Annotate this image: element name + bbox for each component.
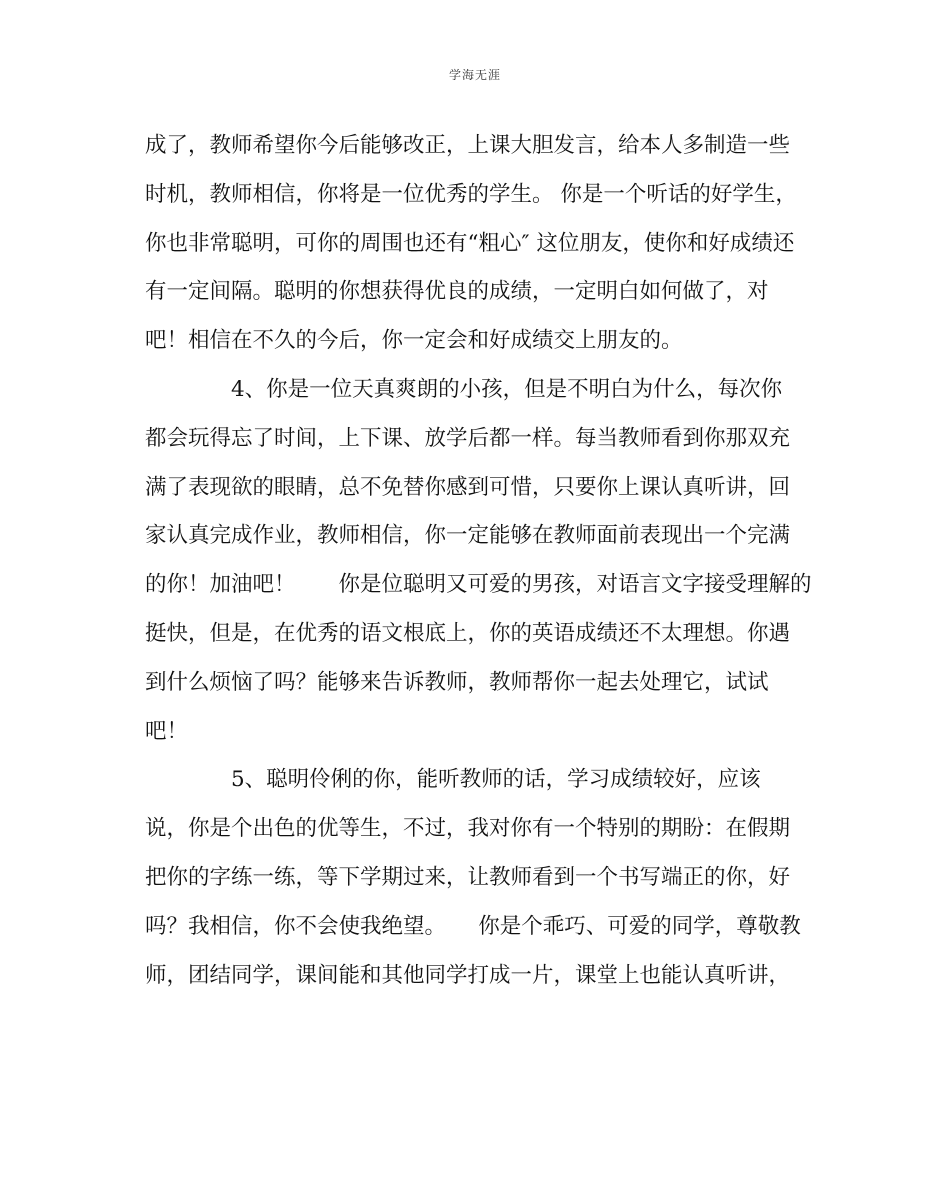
text-line: 说，你是个出色的优等生，不过，我对你有一个特别的期盼：在假期 [145,816,791,842]
text-line: 满了表现欲的眼睛，总不免替你感到可惜，只要你上课认真听讲，回 [145,474,791,500]
text-line: 都会玩得忘了时间，上下课、放学后都一样。每当教师看到你那双充 [145,425,791,451]
text-line: 吧！ [145,718,189,744]
text-line: 你也非常聪明，可你的周围也还有“粗心″ 这位朋友，使你和好成绩还 [145,230,795,256]
text-line: 有一定间隔。聪明的你想获得优良的成绩，一定明白如何做了，对 [145,279,769,305]
text-line: 把你的字练一练，等下学期过来，让教师看到一个书写端正的你，好 [145,864,791,890]
text-line: 成了，教师希望你今后能够改正，上课大胆发言，给本人多制造一些 [145,133,791,158]
page-header: 学海无涯 [448,68,501,82]
paragraph-start-line: 5、聪明伶俐的你，能听教师的话，学习成绩较好，应该 [231,767,761,793]
text-line: 到什么烦恼了吗？能够来告诉教师，教师帮你一起去处理它，试试 [145,669,769,695]
text-line: 家认真完成作业，教师相信，你一定能够在教师面前表现出一个完满 [145,523,791,549]
paragraph-start-line: 4、你是一位天真爽朗的小孩，但是不明白为什么，每次你 [231,376,783,402]
text-line: 师，团结同学，课间能和其他同学打成一片，课堂上也能认真听讲， [145,962,791,988]
text-line: 吗？我相信，你不会使我绝望。 你是个乖巧、可爱的同学，尊敬教 [145,913,801,939]
text-line: 挺快，但是，在优秀的语文根底上，你的英语成绩还不太理想。你遇 [145,620,791,646]
text-line: 时机，教师相信，你将是一位优秀的学生。 你是一个听话的好学生， [145,181,797,207]
document-body [145,128,825,1006]
text-line: 吧！相信在不久的今后，你一定会和好成绩交上朋友的。 [145,328,683,354]
text-line: 的你！加油吧！ 你是位聪明又可爱的男孩，对语言文字接受理解的 [145,572,812,598]
